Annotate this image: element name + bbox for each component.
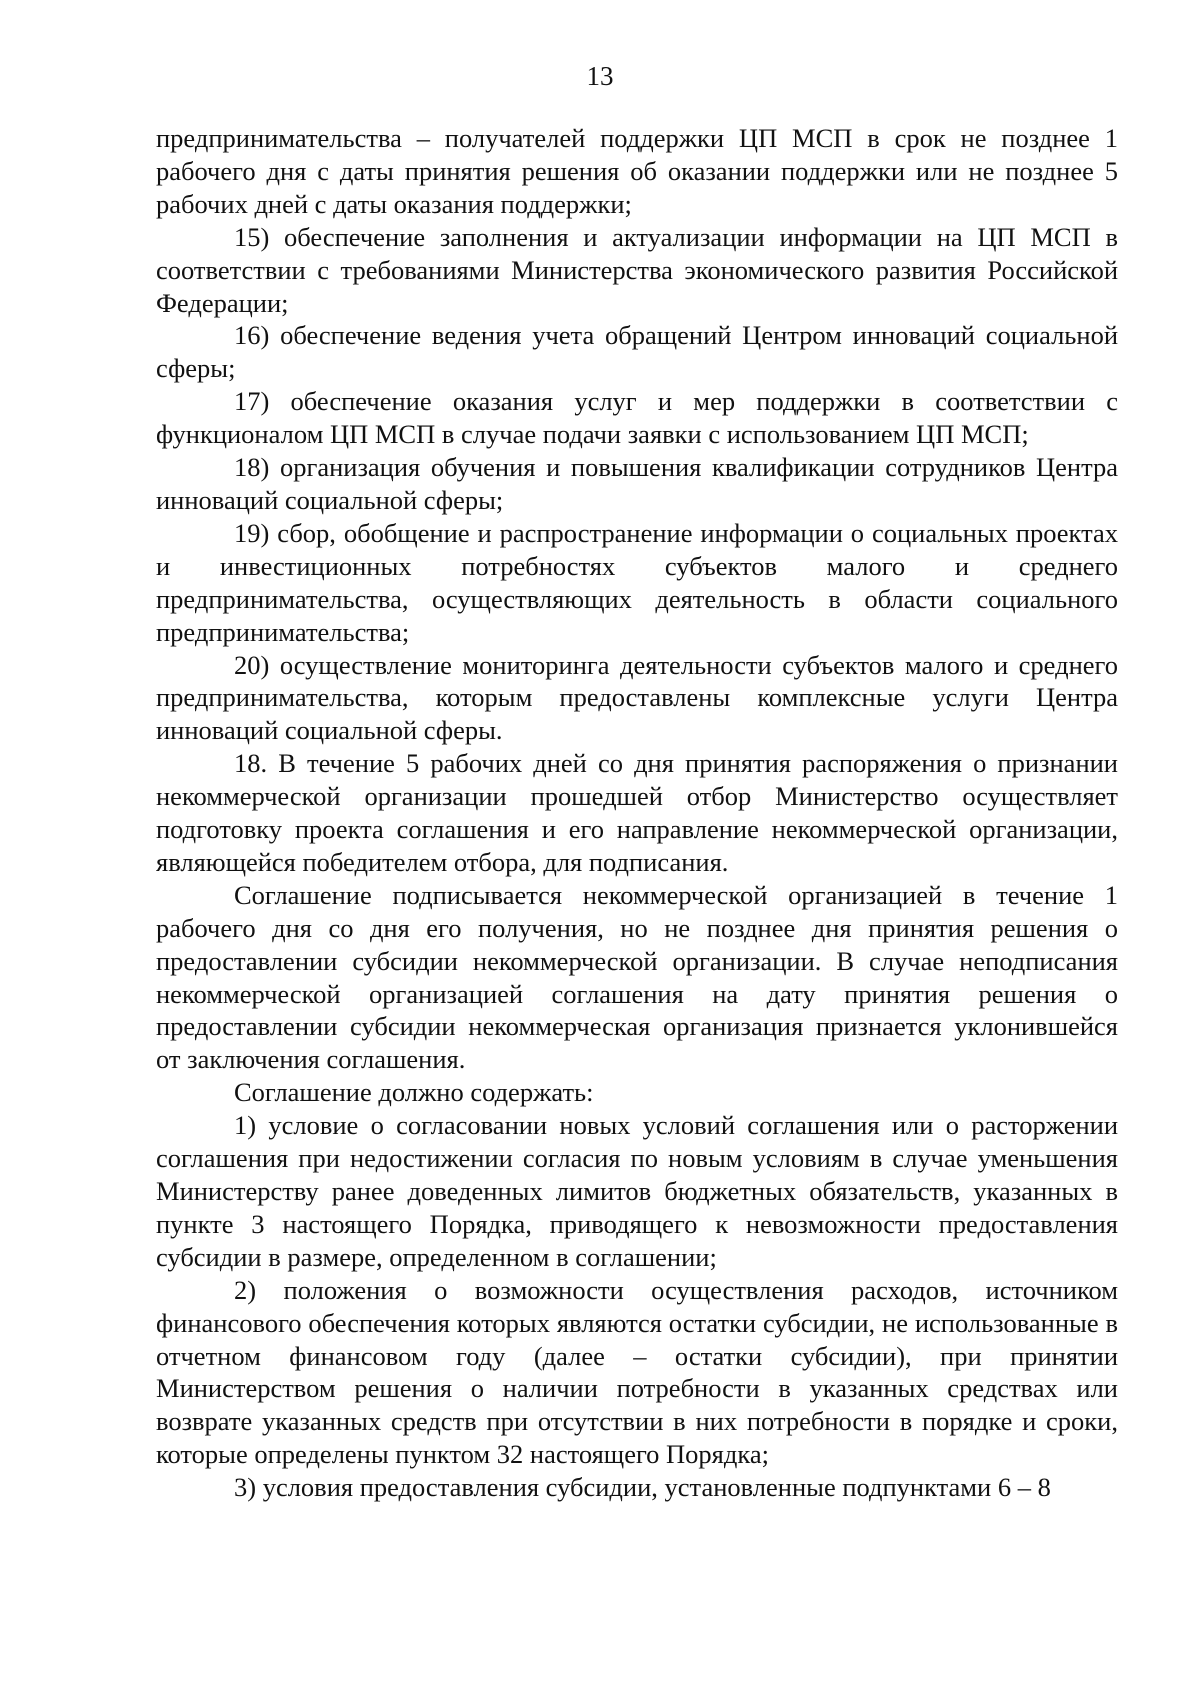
paragraph-condition-1: 1) условие о согласовании новых условий соглашения или о расторжении соглашения при недостижении согласия по новым условиям в случае уменьшения Министерству ранее доведенных лимитов бюджетных обязательств, указанных в пункте 3 настоящего Порядка, приводящего к невозможности предоставления субсидии в размере, определенном в соглашении; — [156, 1110, 1118, 1272]
paragraph-item-15: 15) обеспечение заполнения и актуализации информации на ЦП МСП в соответствии с требованиями Министерства экономического развития Российской Федерации; — [156, 221, 1118, 318]
paragraph-continuation: предпринимательства – получателей поддержки ЦП МСП в срок не позднее 1 рабочего дня с даты принятия решения об оказании поддержки или не позднее 5 рабочих дней с даты оказания поддержки; — [156, 123, 1118, 219]
paragraph-item-17: 17) обеспечение оказания услуг и мер поддержки в соответствии с функционалом ЦП МСП в случае подачи заявки с использованием ЦП МСП; — [156, 386, 1118, 450]
paragraph-item-20: 20) осуществление мониторинга деятельности субъектов малого и среднего предпринимательства, которым предоставлены комплексные услуги Центра инноваций социальной сферы. — [156, 649, 1118, 746]
paragraph-item-18: 18) организация обучения и повышения квалификации сотрудников Центра инноваций социальной сферы; — [156, 452, 1118, 515]
paragraph-condition-2: 2) положения о возможности осуществления расходов, источником финансового обеспечения которых являются остатки субсидии, не использованные в отчетном финансовом году (далее – остатки субсидии), при принятии Министерством решения о наличии потребности в указанных средствах или возврате указанных средств при отсутствии в них потребности в порядке и сроки, которые определены пунктом 32 настоящего Порядка; — [156, 1274, 1118, 1470]
paragraph-item-16: 16) обеспечение ведения учета обращений Центром инноваций социальной сферы; — [156, 320, 1118, 384]
paragraph-condition-3: 3) условия предоставления субсидии, установленные подпунктами 6 – 8 — [234, 1472, 1051, 1503]
document-body — [156, 122, 1118, 1504]
paragraph-agreement-contents-intro: Соглашение должно содержать: — [234, 1077, 594, 1108]
paragraph-agreement-signing: Соглашение подписывается некоммерческой организацией в течение 1 рабочего дня со дня его получения, но не позднее дня принятия решения о предоставлении субсидии некоммерческой организации. В случае неподписания некоммерческой организацией соглашения на дату принятия решения о предоставлении субсидии некоммерческая организация признается уклонившейся от заключения соглашения. — [156, 879, 1118, 1075]
paragraph-item-19: 19) сбор, обобщение и распространение информации о социальных проектах и инвестиционных потребностях субъектов малого и среднего предпринимательства, осуществляющих деятельность в области социального предпринимательства; — [156, 517, 1118, 647]
paragraph-clause-18: 18. В течение 5 рабочих дней со дня принятия распоряжения о признании некоммерческой организации прошедшей отбор Министерство осуществляет подготовку проекта соглашения и его направление некоммерческой организации, являющейся победителем отбора, для подписания. — [156, 748, 1118, 877]
page-number: 13 — [586, 61, 614, 91]
